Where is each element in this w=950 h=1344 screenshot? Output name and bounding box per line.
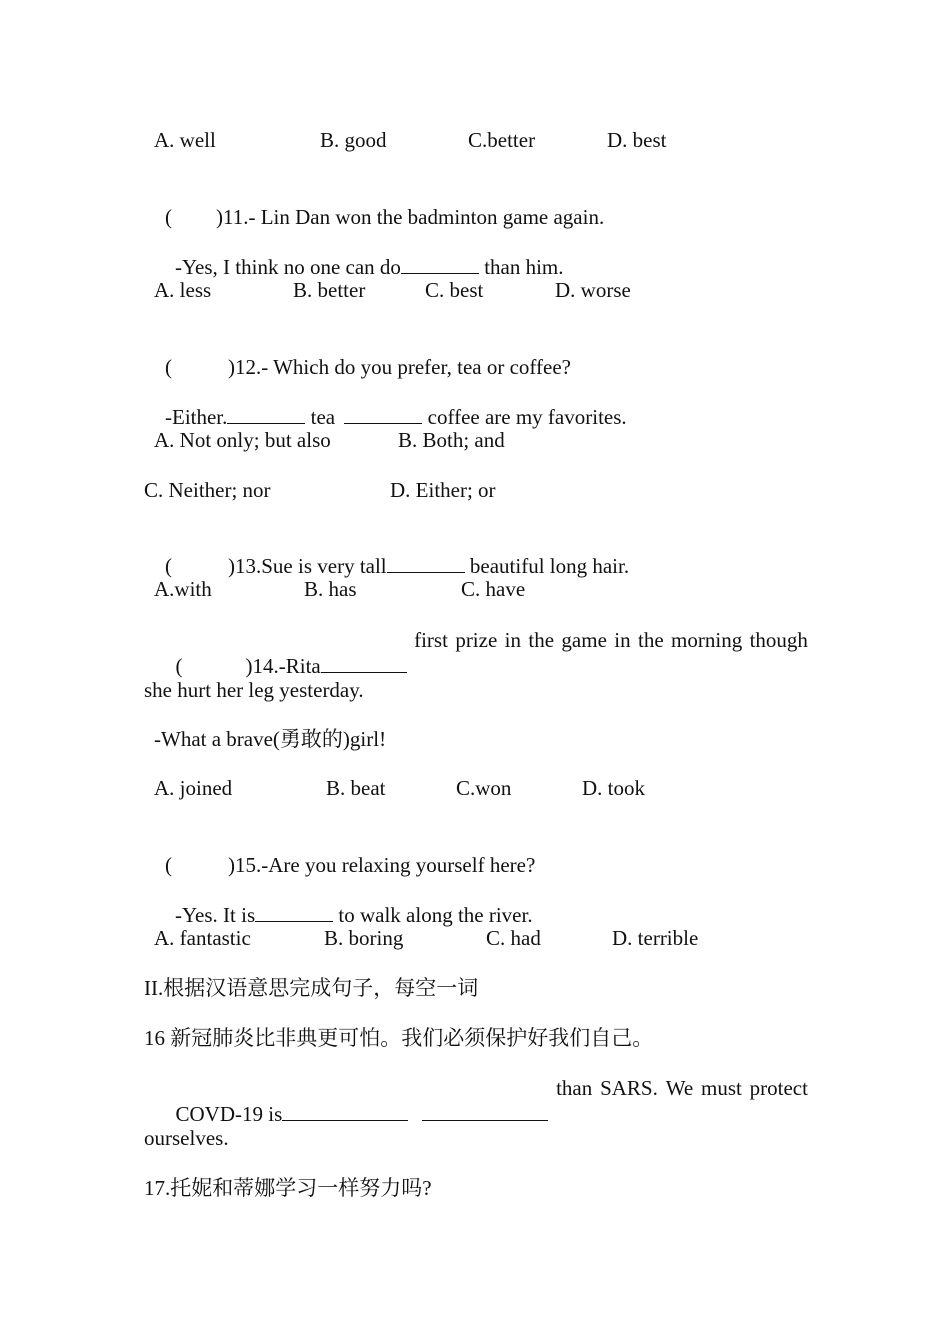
q12-answer-paren[interactable]: (: [165, 355, 172, 379]
q15-reply-text-a: -Yes. It is: [175, 903, 256, 927]
q14-word: in: [504, 628, 522, 652]
q14-word: though: [749, 628, 808, 652]
q15-option-d[interactable]: D. terrible: [612, 926, 699, 950]
q16-blank-1[interactable]: [282, 1102, 408, 1121]
q15-blank[interactable]: [255, 903, 333, 922]
q11-stem-text: )11.- Lin Dan won the badminton game again.: [216, 205, 605, 229]
q14-word: game: [561, 628, 607, 652]
q16-blank-2[interactable]: [422, 1102, 548, 1121]
q16-word: We: [665, 1076, 694, 1100]
q11-reply-text-b: than him.: [478, 255, 564, 279]
q16-word: SARS.: [600, 1076, 658, 1100]
q12-reply-text-a: -Either.: [165, 405, 228, 429]
q12-reply-text-b: tea: [305, 405, 341, 429]
q14-option-a[interactable]: A. joined: [154, 776, 233, 800]
q13-blank[interactable]: [387, 554, 465, 573]
q14-reply: -What a brave(勇敢的)girl!: [154, 727, 387, 751]
q10-option-d[interactable]: D. best: [607, 128, 667, 152]
q13-answer-paren[interactable]: (: [165, 554, 172, 578]
q12-option-d[interactable]: D. Either; or: [390, 478, 496, 502]
q12-option-c[interactable]: C. Neither; nor: [144, 478, 271, 502]
q14-option-c[interactable]: C.won: [456, 776, 512, 800]
q15-option-c[interactable]: C. had: [486, 926, 541, 950]
q16-english-text-a: COVD-19 is: [175, 1102, 283, 1126]
q10-option-b[interactable]: B. good: [320, 128, 387, 152]
q11-answer-paren[interactable]: (: [165, 205, 172, 229]
q14-stem-continued: she hurt her leg yesterday.: [144, 678, 364, 702]
q12-blank-1[interactable]: [227, 405, 305, 424]
q11-reply-text-a: -Yes, I think no one can do: [175, 255, 401, 279]
q12-reply-text-c: coffee are my favorites.: [422, 405, 627, 429]
q11-blank[interactable]: [401, 255, 479, 274]
q11-option-c[interactable]: C. best: [425, 278, 484, 302]
q15-answer-paren[interactable]: (: [165, 853, 172, 877]
q13-option-c[interactable]: C. have: [461, 577, 526, 601]
q16-word: than: [556, 1076, 593, 1100]
q15-option-a[interactable]: A. fantastic: [154, 926, 251, 950]
q14-word: the: [638, 628, 664, 652]
q17-chinese-prompt: 17.托妮和蒂娜学习一样努力吗?: [144, 1176, 432, 1200]
q13-option-a[interactable]: A.with: [154, 577, 212, 601]
q14-answer-paren[interactable]: (: [175, 654, 183, 678]
q14-option-b[interactable]: B. beat: [326, 776, 386, 800]
section-2-heading: II.根据汉语意思完成句子，每空一词: [144, 976, 479, 1000]
q12-option-b[interactable]: B. Both; and: [398, 428, 505, 452]
q16-chinese-prompt: 16 新冠肺炎比非典更可怕。我们必须保护好我们自己。: [144, 1026, 654, 1050]
q14-word: first: [414, 628, 448, 652]
q15-option-b[interactable]: B. boring: [324, 926, 404, 950]
q13-option-b[interactable]: B. has: [304, 577, 357, 601]
q12-blank-2[interactable]: [344, 405, 422, 424]
q12-stem-text: )12.- Which do you prefer, tea or coffee?: [228, 355, 571, 379]
q13-stem-text-a: )13.Sue is very tall: [228, 554, 387, 578]
q14-word: prize: [455, 628, 498, 652]
q11-option-d[interactable]: D. worse: [555, 278, 631, 302]
q14-word: in: [614, 628, 631, 652]
q13-stem-text-b: beautiful long hair.: [464, 554, 630, 578]
q10-option-c[interactable]: C.better: [468, 128, 536, 152]
q16-english-sentence: [144, 1075, 808, 1153]
q15-reply-text-b: to walk along the river.: [333, 903, 533, 927]
q15-stem-text: )15.-Are you relaxing yourself here?: [228, 853, 536, 877]
q14-blank[interactable]: [321, 654, 407, 673]
q16-word: protect: [749, 1076, 808, 1100]
q10-option-a[interactable]: A. well: [154, 128, 216, 152]
q13-stem: [144, 527, 629, 605]
q11-option-a[interactable]: A. less: [154, 278, 212, 302]
q16-english-continued: ourselves.: [144, 1126, 229, 1150]
q14-option-d[interactable]: D. took: [582, 776, 645, 800]
q14-stem-text-a: )14.-Rita: [245, 654, 321, 678]
q16-word: must: [700, 1076, 742, 1100]
q12-option-a[interactable]: A. Not only; but also: [154, 428, 331, 452]
q11-option-b[interactable]: B. better: [293, 278, 366, 302]
q14-word: the: [528, 628, 555, 652]
q14-word: morning: [671, 628, 743, 652]
